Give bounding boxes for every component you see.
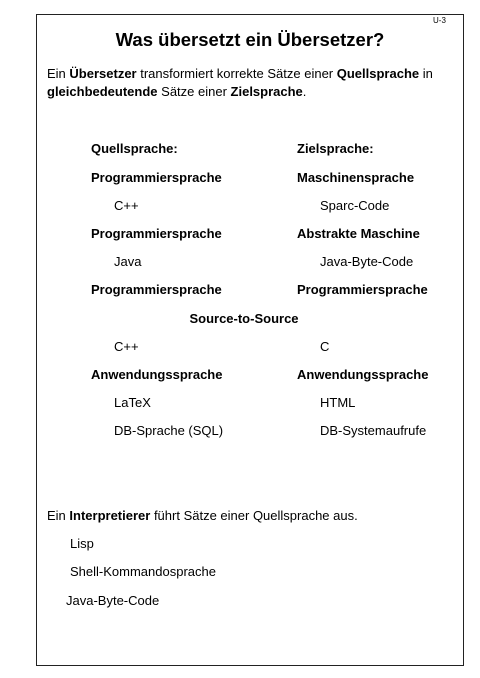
slide-id: U-3 (433, 16, 446, 25)
interpreter-item-shell: Shell-Kommandosprache (70, 564, 216, 579)
group3-right-head: Programmiersprache (297, 282, 428, 297)
intro-term-gleichbedeutende: gleichbedeutende (47, 84, 158, 99)
group1-left-item: C++ (114, 198, 139, 213)
group1-right-head: Maschinensprache (297, 170, 415, 185)
group3-center-head: Source-to-Source (189, 311, 299, 326)
intro-text-3: in (419, 66, 433, 81)
group4-right-item-2: DB-Systemaufrufe (320, 423, 427, 438)
group1-right-item: Sparc-Code (320, 198, 390, 213)
intro-paragraph (47, 65, 462, 101)
intro-term-quellsprache: Quellsprache (336, 66, 420, 81)
interpreter-term: Interpretierer (69, 508, 151, 523)
intro-text-2: transformiert korrekte Sätze einer (136, 66, 337, 81)
group2-left-head: Programmiersprache (91, 226, 222, 241)
group3-right-item: C (320, 339, 330, 354)
group1-left-head: Programmiersprache (91, 170, 222, 185)
intro-text-4: Sätze einer (157, 84, 231, 99)
column-header-zielsprache: Zielsprache: (297, 141, 374, 156)
group3-left-head: Programmiersprache (91, 282, 222, 297)
group2-right-head: Abstrakte Maschine (297, 226, 420, 241)
intro-text-1: Ein (47, 66, 70, 81)
column-header-quellsprache: Quellsprache: (91, 141, 178, 156)
group2-left-item: Java (114, 254, 142, 269)
group3-left-item: C++ (114, 339, 139, 354)
intro-text-5: . (302, 84, 307, 99)
page-title: Was übersetzt ein Übersetzer? (115, 29, 385, 50)
group4-left-head: Anwendungssprache (91, 367, 223, 382)
interpreter-paragraph (47, 508, 358, 523)
group4-left-item-2: DB-Sprache (SQL) (114, 423, 224, 438)
group2-right-item: Java-Byte-Code (320, 254, 414, 269)
intro-term-zielsprache: Zielsprache (230, 84, 303, 99)
interpreter-item-lisp: Lisp (70, 536, 94, 551)
interpreter-text-1: Ein (47, 508, 70, 523)
group4-left-item-1: LaTeX (114, 395, 151, 410)
interpreter-item-java-byte-code: Java-Byte-Code (66, 593, 160, 608)
intro-term-uebersetzer: Übersetzer (69, 66, 137, 81)
group4-right-head: Anwendungssprache (297, 367, 429, 382)
interpreter-text-2: führt Sätze einer Quellsprache aus. (150, 508, 358, 523)
group4-right-item-1: HTML (320, 395, 356, 410)
